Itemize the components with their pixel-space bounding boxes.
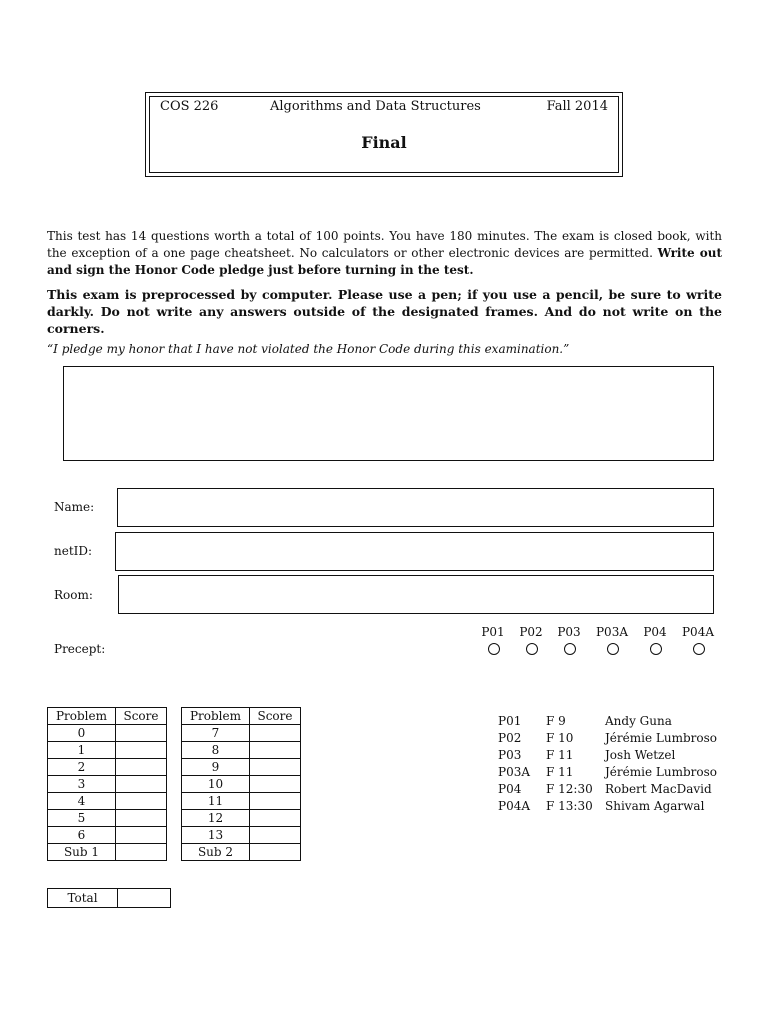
problem-number: 5 bbox=[48, 810, 116, 827]
name-label: Name: bbox=[54, 500, 95, 514]
score-cell[interactable] bbox=[250, 725, 301, 742]
column-header-problem: Problem bbox=[48, 708, 116, 725]
pledge-signature-box[interactable] bbox=[63, 366, 714, 461]
score-cell[interactable] bbox=[250, 742, 301, 759]
problem-number: 8 bbox=[182, 742, 250, 759]
table-row bbox=[48, 742, 167, 759]
schedule-code: P03 bbox=[498, 748, 522, 762]
precept-code-p02: P02 bbox=[519, 625, 543, 639]
schedule-time: F 10 bbox=[546, 731, 574, 745]
table-header-row bbox=[48, 708, 167, 725]
netid-label: netID: bbox=[54, 544, 93, 558]
schedule-time: F 11 bbox=[546, 765, 574, 779]
subtotal-label: Sub 1 bbox=[48, 844, 116, 861]
score-table-1 bbox=[47, 707, 167, 861]
problem-number: 11 bbox=[182, 793, 250, 810]
schedule-instructor: Josh Wetzel bbox=[605, 748, 676, 762]
problem-number: 10 bbox=[182, 776, 250, 793]
room-label: Room: bbox=[54, 588, 93, 602]
name-field[interactable] bbox=[117, 488, 714, 527]
schedule-code: P04 bbox=[498, 782, 522, 796]
course-subject: Algorithms and Data Structures bbox=[270, 99, 481, 114]
schedule-instructor: Andy Guna bbox=[605, 714, 672, 728]
exam-title: Final bbox=[361, 133, 407, 152]
score-table-2 bbox=[181, 707, 301, 861]
precept-code-p03a: P03A bbox=[595, 625, 628, 639]
schedule-code: P04A bbox=[498, 799, 531, 813]
precept-bubble-p02[interactable] bbox=[526, 643, 538, 655]
score-cell[interactable] bbox=[250, 793, 301, 810]
score-cell[interactable] bbox=[116, 725, 167, 742]
schedule-code: P01 bbox=[498, 714, 522, 728]
table-row bbox=[182, 776, 301, 793]
honor-pledge-text: “I pledge my honor that I have not violated the Honor Code during this examination.” bbox=[47, 342, 570, 356]
column-header-score: Score bbox=[250, 708, 301, 725]
score-cell[interactable] bbox=[116, 742, 167, 759]
table-row bbox=[48, 759, 167, 776]
table-row bbox=[48, 827, 167, 844]
schedule-code: P03A bbox=[498, 765, 531, 779]
table-row bbox=[182, 742, 301, 759]
precept-code-p04: P04 bbox=[643, 625, 667, 639]
instructions-text: This test has 14 questions worth a total of 100 points. You have 180 minutes. The exam is closed book, with the exception of a one page cheatsheet. No calculators or other electronic devices are permitted. bbox=[47, 229, 722, 260]
schedule-time: F 13:30 bbox=[546, 799, 593, 813]
precept-bubble-p03[interactable] bbox=[564, 643, 576, 655]
score-cell[interactable] bbox=[116, 759, 167, 776]
problem-number: 12 bbox=[182, 810, 250, 827]
column-header-problem: Problem bbox=[182, 708, 250, 725]
table-row bbox=[182, 810, 301, 827]
table-header-row bbox=[182, 708, 301, 725]
table-row bbox=[182, 725, 301, 742]
schedule-instructor: Shivam Agarwal bbox=[605, 799, 705, 813]
score-cell[interactable] bbox=[116, 793, 167, 810]
schedule-instructor: Robert MacDavid bbox=[605, 782, 712, 796]
column-header-score: Score bbox=[116, 708, 167, 725]
precept-bubble-p01[interactable] bbox=[488, 643, 500, 655]
instructions-honor-code: Write out and sign the Honor Code pledge just before turning in the test. bbox=[47, 246, 722, 277]
problem-number: 4 bbox=[48, 793, 116, 810]
course-term: Fall 2014 bbox=[546, 99, 608, 114]
table-row bbox=[182, 844, 301, 861]
table-row bbox=[48, 725, 167, 742]
score-cell[interactable] bbox=[116, 810, 167, 827]
score-cell[interactable] bbox=[250, 827, 301, 844]
total-table bbox=[47, 888, 171, 908]
exam-header-box bbox=[145, 92, 623, 177]
problem-number: 1 bbox=[48, 742, 116, 759]
precept-bubble-p04a[interactable] bbox=[693, 643, 705, 655]
table-row bbox=[182, 827, 301, 844]
table-row bbox=[48, 810, 167, 827]
subtotal-label: Sub 2 bbox=[182, 844, 250, 861]
table-row bbox=[182, 793, 301, 810]
score-cell[interactable] bbox=[250, 759, 301, 776]
schedule-code: P02 bbox=[498, 731, 522, 745]
schedule-instructor: Jérémie Lumbroso bbox=[605, 731, 717, 745]
precept-code-p03: P03 bbox=[557, 625, 581, 639]
problem-number: 13 bbox=[182, 827, 250, 844]
instructions-paragraph-1 bbox=[47, 228, 722, 279]
schedule-time: F 9 bbox=[546, 714, 566, 728]
netid-field[interactable] bbox=[115, 532, 714, 571]
instructions-paragraph-2: This exam is preprocessed by computer. Please use a pen; if you use a pencil, be sure to write darkly. Do not write any answers outside of the designated frames. And do not write on the corners. bbox=[47, 287, 722, 336]
course-number: COS 226 bbox=[160, 99, 219, 114]
score-cell[interactable] bbox=[116, 776, 167, 793]
room-field[interactable] bbox=[118, 575, 714, 614]
schedule-time: F 12:30 bbox=[546, 782, 593, 796]
problem-number: 9 bbox=[182, 759, 250, 776]
score-cell[interactable] bbox=[250, 776, 301, 793]
schedule-instructor: Jérémie Lumbroso bbox=[605, 765, 717, 779]
score-cell[interactable] bbox=[116, 844, 167, 861]
precept-bubble-p04[interactable] bbox=[650, 643, 662, 655]
schedule-time: F 11 bbox=[546, 748, 574, 762]
problem-number: 6 bbox=[48, 827, 116, 844]
table-row bbox=[48, 889, 171, 908]
table-row bbox=[48, 793, 167, 810]
score-cell[interactable] bbox=[250, 810, 301, 827]
precept-bubble-p03a[interactable] bbox=[607, 643, 619, 655]
precept-schedule bbox=[498, 713, 728, 823]
table-row bbox=[48, 776, 167, 793]
problem-number: 7 bbox=[182, 725, 250, 742]
total-score-cell[interactable] bbox=[118, 889, 171, 908]
exam-header-inner bbox=[149, 96, 619, 173]
problem-number: 2 bbox=[48, 759, 116, 776]
table-row bbox=[48, 844, 167, 861]
total-label: Total bbox=[48, 889, 118, 908]
table-row bbox=[182, 759, 301, 776]
precept-label: Precept: bbox=[54, 642, 106, 656]
score-cell[interactable] bbox=[250, 844, 301, 861]
problem-number: 0 bbox=[48, 725, 116, 742]
precept-code-p01: P01 bbox=[481, 625, 505, 639]
precept-code-p04a: P04A bbox=[681, 625, 714, 639]
score-cell[interactable] bbox=[116, 827, 167, 844]
problem-number: 3 bbox=[48, 776, 116, 793]
